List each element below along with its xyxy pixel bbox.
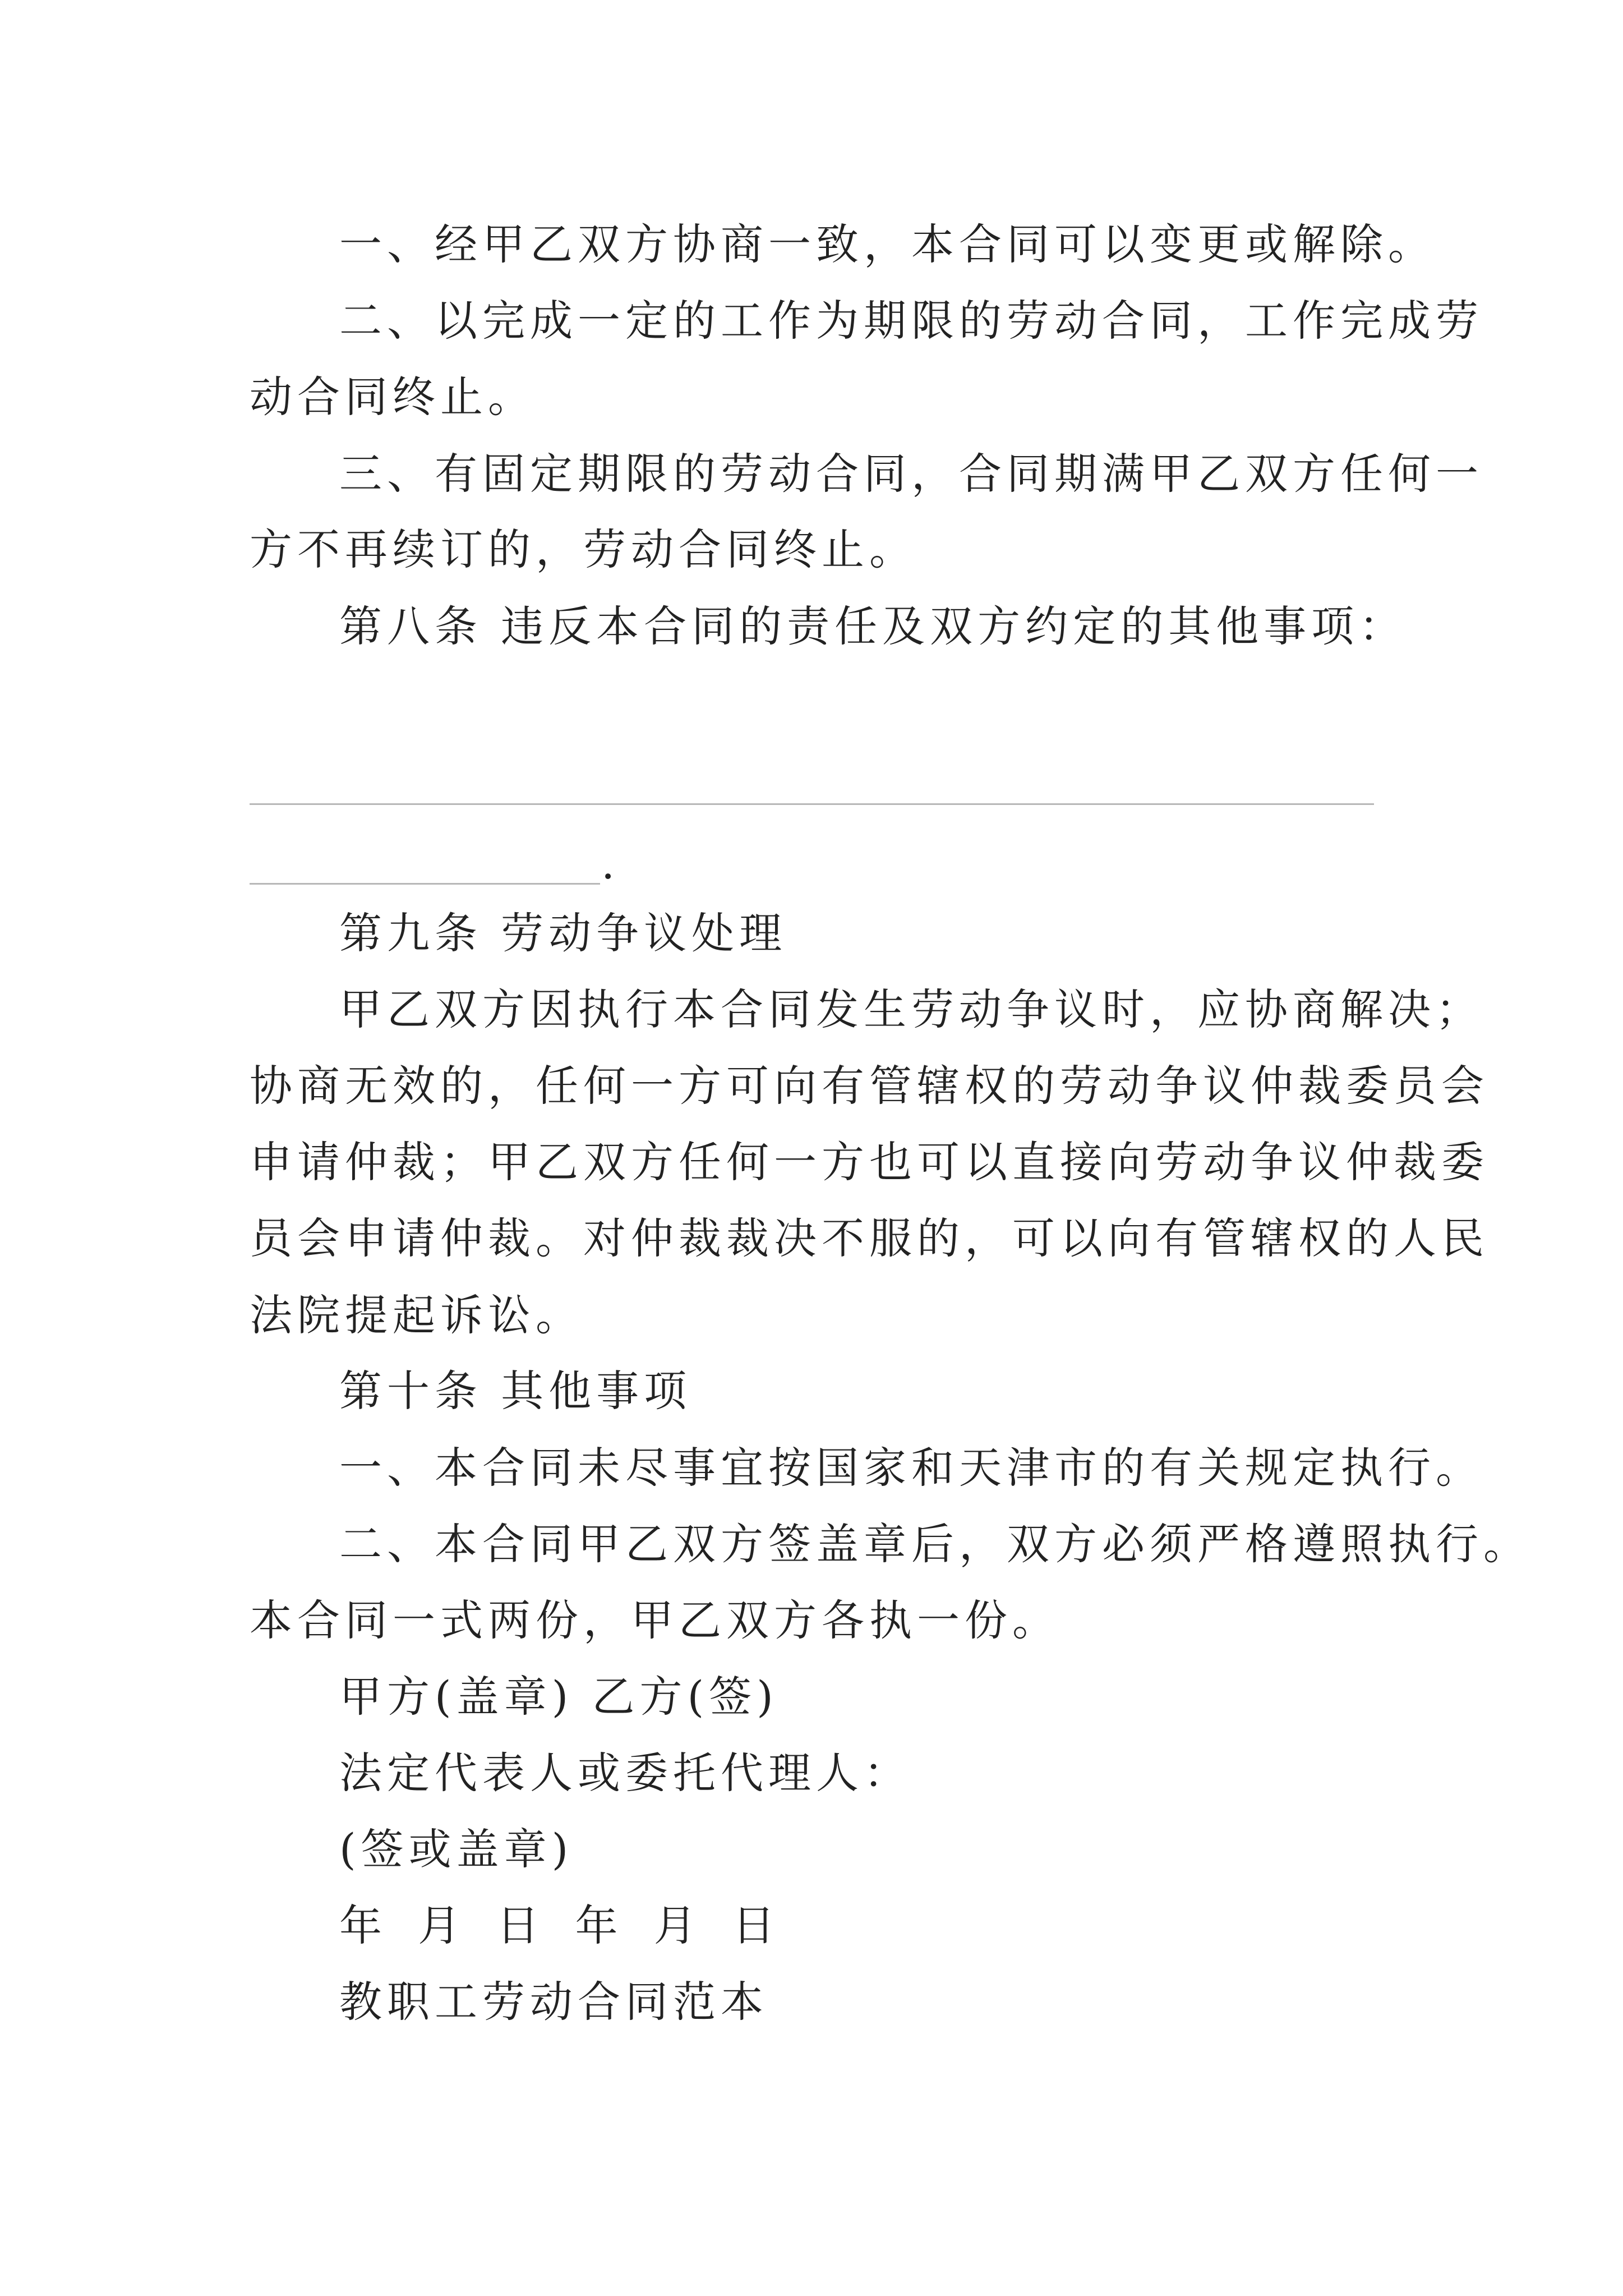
- date-line: 年 月 日 年 月 日: [339, 1901, 786, 1950]
- article-10-heading: 第十条 其他事项: [339, 1366, 692, 1416]
- paragraph-other-matters-2: 二、本合同甲乙双方签盖章后，双方必须严格遵照执行。: [339, 1519, 1531, 1569]
- paragraph-task-contract-cont: 动合同终止。: [250, 372, 536, 422]
- paragraph-other-matters-1: 一、本合同未尽事宜按国家和天津市的有关规定执行。: [339, 1443, 1483, 1493]
- paragraph-dispute: 甲乙双方因执行本合同发生劳动争议时，应协商解决；: [339, 984, 1483, 1034]
- fill-in-blank-line-short: [250, 883, 600, 885]
- paragraph-other-matters-2-cont: 本合同一式两份，甲乙双方各执一份。: [250, 1595, 1060, 1645]
- fill-in-blank-line: [250, 803, 1374, 805]
- next-document-title: 教职工劳动合同范本: [339, 1977, 768, 2027]
- paragraph-dispute-cont-1: 协商无效的，任何一方可向有管辖权的劳动争议仲裁委员会: [250, 1061, 1489, 1111]
- paragraph-dispute-cont-2: 申请仲裁；甲乙双方任何一方也可以直接向劳动争议仲裁委: [250, 1137, 1489, 1187]
- paragraph-fixed-term: 三、有固定期限的劳动合同，合同期满甲乙双方任何一: [339, 449, 1483, 499]
- sign-or-seal: (签或盖章): [339, 1824, 574, 1874]
- article-9-heading: 第九条 劳动争议处理: [339, 908, 787, 958]
- paragraph-task-contract: 二、以完成一定的工作为期限的劳动合同，工作完成劳: [339, 296, 1483, 346]
- paragraph-dispute-cont-4: 法院提起诉讼。: [250, 1290, 583, 1340]
- paragraph-fixed-term-cont: 方不再续订的，劳动合同终止。: [250, 524, 917, 574]
- legal-representative: 法定代表人或委托代理人：: [339, 1748, 911, 1798]
- signature-parties: 甲方(盖章) 乙方(签): [339, 1672, 778, 1722]
- paragraph-change-or-terminate: 一、经甲乙双方协商一致，本合同可以变更或解除。: [339, 219, 1436, 269]
- article-8-heading: 第八条 违反本合同的责任及双方约定的其他事项：: [339, 601, 1407, 651]
- paragraph-dispute-cont-3: 员会申请仲裁。对仲裁裁决不服的，可以向有管辖权的人民: [250, 1213, 1489, 1263]
- blank-end-mark: .: [601, 839, 615, 889]
